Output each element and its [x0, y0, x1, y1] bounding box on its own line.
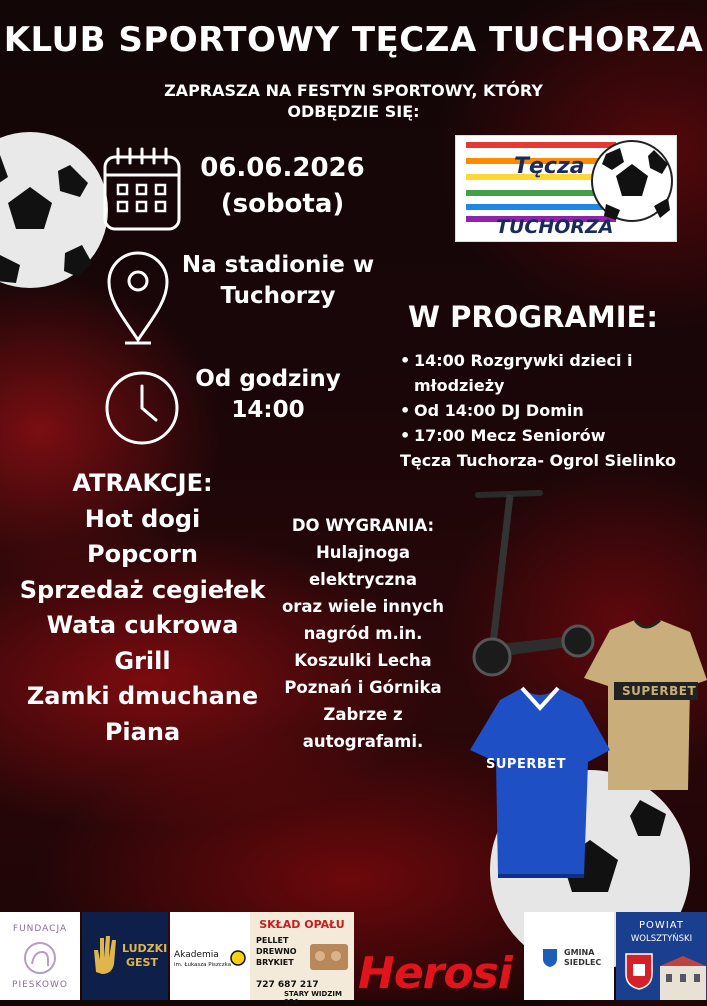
- list-item: Grill: [114, 646, 171, 675]
- prize-line: Zabrze z: [323, 705, 403, 724]
- bullet: •: [400, 426, 411, 445]
- sponsor-text: PIESKOWO: [12, 980, 68, 990]
- sponsor-text: Akademia: [174, 950, 219, 960]
- attractions-heading: ATRAKCJE:: [72, 469, 213, 497]
- program-heading: W PROGRAMIE:: [408, 300, 658, 334]
- coat-of-arms-icon: [624, 952, 654, 990]
- program-item-text: Od 14:00 DJ Domin: [414, 401, 584, 420]
- bullet: •: [400, 351, 411, 370]
- event-place: [178, 250, 378, 312]
- lech-jersey: [470, 688, 610, 878]
- list-item: Hot dogi: [84, 504, 201, 533]
- event-time: [188, 364, 348, 426]
- sponsor-text: GEST: [126, 956, 158, 969]
- prize-line: Koszulki Lecha: [294, 651, 432, 670]
- sponsor-text: BRYKIET: [256, 958, 294, 967]
- soccer-ball-left-top: [0, 125, 100, 295]
- sponsor-text: STARY WIDZIM 95A: [284, 990, 342, 1006]
- list-item: Popcorn: [87, 540, 198, 568]
- sponsor-text: LUDZKI: [122, 942, 168, 955]
- logo-text-bottom: TUCHORZA: [496, 216, 614, 238]
- prize-line: nagród m.in.: [303, 624, 423, 643]
- club-logo: [455, 135, 677, 242]
- list-item: Piana: [104, 717, 181, 746]
- prize-line: Poznań i Górnika: [284, 678, 442, 697]
- program-item-text: Tęcza Tuchorza- Ogrol Sielinko: [400, 451, 676, 470]
- program-item: [400, 423, 700, 448]
- subtitle-line: ODBĘDZIE SIĘ:: [287, 102, 420, 121]
- event-date: [190, 150, 375, 222]
- program-list: [400, 348, 700, 473]
- club-crest-icon: [230, 950, 246, 966]
- prizes: [268, 512, 458, 755]
- hand-icon: [90, 932, 120, 976]
- calendar-icon: [102, 145, 182, 233]
- building-icon: [660, 956, 706, 1000]
- place-line: Na stadionie w: [181, 252, 375, 278]
- subtitle-line: ZAPRASZA NA FESTYN SPORTOWY, KTÓRY: [164, 81, 543, 100]
- prize-line: autografami.: [302, 732, 424, 751]
- bullet: •: [400, 401, 411, 420]
- list-item: Wata cukrowa: [46, 611, 239, 639]
- sponsor-text: SKŁAD OPAŁU: [259, 918, 345, 931]
- sponsor-herosi: [354, 912, 524, 1000]
- logo-text-top: Tęcza: [514, 154, 585, 179]
- program-item: [400, 348, 700, 398]
- gornik-jersey-sponsor: SUPERBET: [622, 684, 697, 698]
- prize-line: elektryczna: [308, 570, 418, 589]
- sponsor-text: WOLSZTYŃSKI: [630, 934, 693, 944]
- sponsor-ludzki-gest: [82, 912, 168, 1000]
- subtitle: [0, 80, 707, 122]
- date-text: 06.06.2026: [200, 153, 365, 183]
- time-line: 14:00: [231, 397, 305, 423]
- place-line: Tuchorzy: [220, 283, 336, 309]
- page-title: KLUB SPORTOWY TĘCZA TUCHORZA: [3, 20, 704, 60]
- crest-icon: [542, 948, 558, 968]
- program-item-text: młodzieży: [414, 376, 505, 395]
- sponsor-powiat-wolsztynski: [616, 912, 707, 1000]
- sponsor-text: GMINA: [564, 948, 595, 957]
- dog-icon: [22, 940, 58, 976]
- prizes-heading: DO WYGRANIA:: [291, 516, 435, 535]
- list-item: Sprzedaż cegiełek: [19, 575, 266, 604]
- list-item: Zamki dmuchane: [26, 682, 259, 710]
- time-line: Od godziny: [195, 366, 341, 392]
- sponsor-text: DREWNO: [256, 947, 297, 956]
- clock-icon: [104, 370, 180, 446]
- sponsor-sklad-opalu: [250, 912, 354, 1006]
- firewood-icon: [308, 936, 350, 972]
- prize-line: Hulajnoga: [315, 543, 411, 562]
- attractions: [0, 466, 285, 750]
- sponsor-text: FUNDACJA: [12, 924, 68, 934]
- program-item: [400, 398, 700, 423]
- sponsor-text: Herosi: [358, 948, 512, 999]
- sponsor-text: SIEDLEC: [564, 958, 602, 967]
- sponsor-text: im. Łukasza Piszczka: [174, 962, 232, 968]
- sponsor-text: POWIAT: [639, 920, 684, 931]
- prize-line: oraz wiele innych: [281, 597, 445, 616]
- sponsor-akademia: [170, 912, 250, 1000]
- program-item-text: 17:00 Mecz Seniorów: [414, 426, 606, 445]
- lech-jersey-sponsor: SUPERBET: [486, 757, 566, 772]
- day-text: (sobota): [220, 189, 345, 219]
- sponsor-text: 727 687 217: [256, 980, 319, 990]
- sponsor-gmina-siedlec: [524, 912, 614, 1000]
- sponsor-text: PELLET: [256, 936, 289, 945]
- program-item-text: 14:00 Rozgrywki dzieci i: [414, 351, 633, 370]
- sponsor-fundacja-pieskowo: [0, 912, 80, 1000]
- location-pin-icon: [105, 250, 171, 345]
